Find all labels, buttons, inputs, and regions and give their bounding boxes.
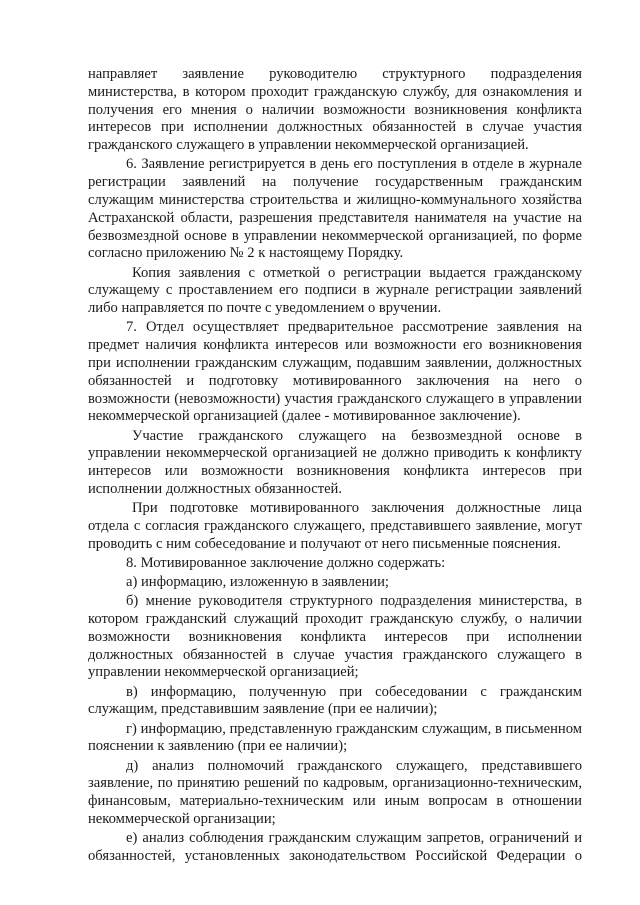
paragraph-preparation: При подготовке мотивированного заключения должностные лица отдела с согласия гражданского служащего, представившего заявление, могут проводить с ним собеседование и получают от него письменные пояснения. [88,500,582,552]
paragraph-item-8: 8. Мотивированное заключение должно содержать: [126,554,446,571]
document-page [88,66,582,867]
paragraph-continuation: направляет заявление руководителю структурного подразделения министерства, в котором проходит гражданскую службу, для ознакомления и получения его мнения о наличии возможности возникновения конфликта интересов при исполнении должностных обязанностей в случае участия гражданского служащего в управлении некоммерческой организацией. [88,66,582,154]
paragraph-item-7: 7. Отдел осуществляет предварительное рассмотрение заявления на предмет наличия конфликта интересов или возможности его возникновения при исполнении гражданским служащим, подавшим заявлении, должностных обязанностей и подготовку мотивированного заключения на него о возможности (невозможности) участия гражданского служащего в управлении некоммерческой организацией (далее - мотивированное заключение). [88,319,582,425]
paragraph-item-6: 6. Заявление регистрируется в день его поступления в отделе в журнале регистрации заявлений на получение государственным гражданским служащим министерства строительства и жилищно-коммунального хозяйства Астраханской области, разрешения представителя нанимателя на участие на безвозмездной основе в управлении некоммерческой организацией, по форме согласно приложению № 2 к настоящему Порядку. [88,156,582,262]
list-item-a: а) информацию, изложенную в заявлении; [126,574,389,591]
list-item-d: д) анализ полномочий гражданского служащего, представившего заявление, по принятию решений по кадровым, организационно-техническим, финансовым, материально-техническим или иным вопросам в отношении некоммерческой организации; [88,757,582,827]
list-item-b: б) мнение руководителя структурного подразделения министерства, в котором гражданский служащий проходит гражданскую службу, о наличии возможности возникновения конфликта интересов при исполнении должностных обязанностей в случае участия гражданского служащего в управлении некоммерческой организацией; [88,593,582,681]
list-item-g: г) информацию, представленную гражданским служащим, в письменном пояснении к заявлению (при ее наличии); [88,720,582,755]
list-item-v: в) информацию, полученную при собеседовании с гражданским служащим, представившим заявление (при ее наличии); [88,683,582,718]
list-item-e: е) анализ соблюдения гражданским служащим запретов, ограничений и обязанностей, установленных законодательством Российской Федерации о [88,830,582,864]
paragraph-participation: Участие гражданского служащего на безвозмездной основе в управлении некоммерческой организацией не должно приводить к конфликту интересов или возможности возникновения конфликта интересов при исполнении должностных обязанностей. [88,427,582,497]
paragraph-registration-copy: Копия заявления с отметкой о регистрации выдается гражданскому служащему с проставлением его подписи в журнале регистрации заявлений либо направляется по почте с уведомлением о вручении. [88,264,582,317]
